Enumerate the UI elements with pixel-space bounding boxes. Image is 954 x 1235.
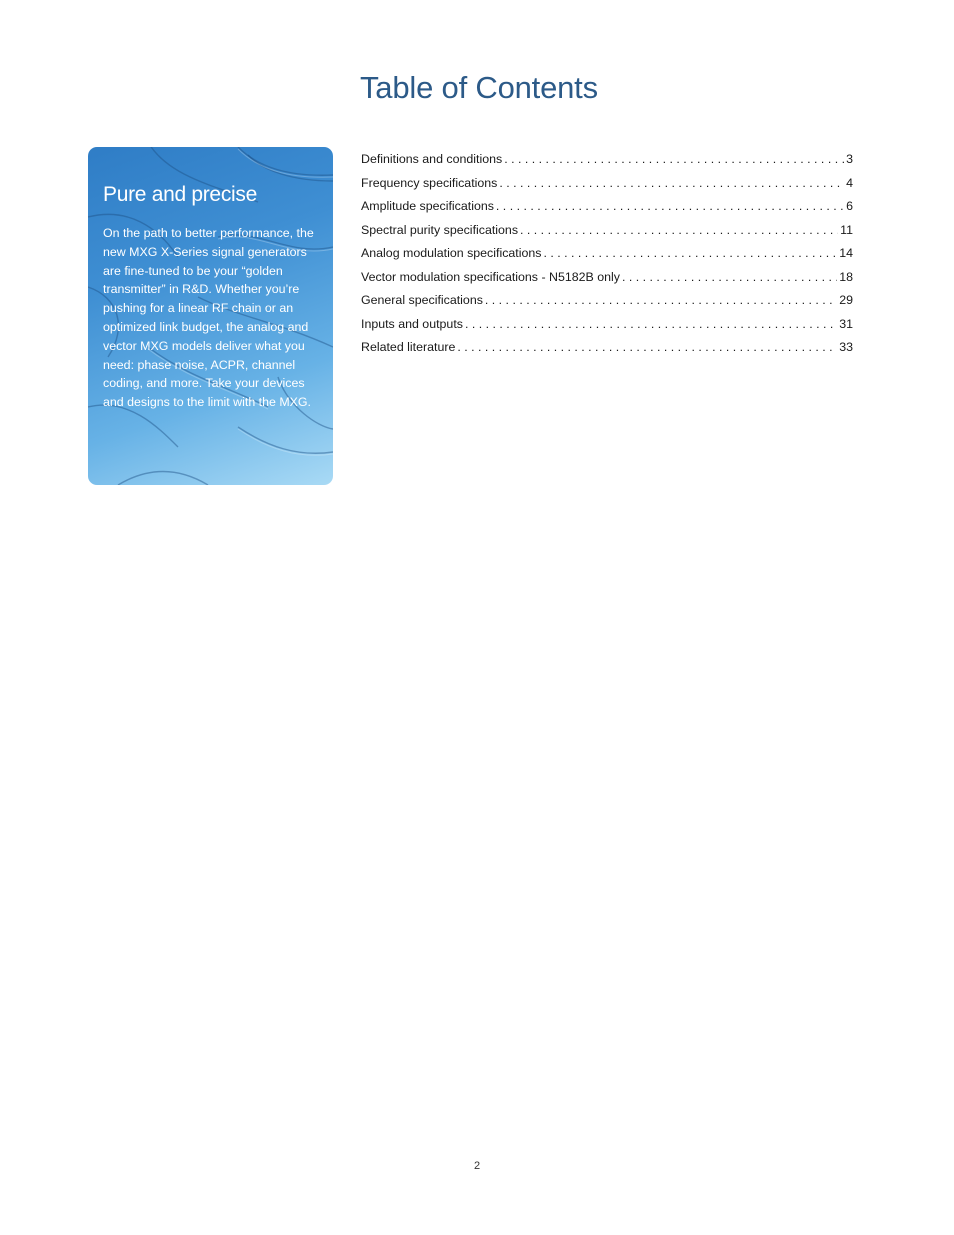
dot-leader <box>499 172 844 196</box>
toc-entry-page: 18 <box>839 269 853 284</box>
table-of-contents <box>361 148 853 360</box>
dot-leader <box>520 219 838 243</box>
toc-entry[interactable] <box>361 172 853 196</box>
toc-entry[interactable] <box>361 148 853 172</box>
toc-entry[interactable] <box>361 219 853 243</box>
toc-entry-page: 14 <box>839 246 853 260</box>
dot-leader <box>457 336 837 360</box>
toc-entry[interactable] <box>361 336 853 360</box>
toc-entry-label: Definitions and conditions <box>361 152 503 166</box>
toc-entry-page: 4 <box>846 175 853 190</box>
toc-entry-page: 11 <box>840 222 853 237</box>
sidebar-title: Pure and precise <box>103 183 257 206</box>
dot-leader <box>504 148 844 172</box>
toc-entry-label: Related literature <box>361 340 456 354</box>
toc-entry-label: General specifications <box>361 293 483 307</box>
toc-entry-label: Amplitude specifications <box>361 199 494 213</box>
toc-entry-page: 6 <box>846 199 853 213</box>
toc-entry-label: Spectral purity specifications <box>361 222 519 237</box>
toc-entry[interactable] <box>361 289 853 313</box>
toc-entry-label: Vector modulation specifications - N5182B only <box>361 269 620 284</box>
sidebar-body-text: On the path to better performance, the new MXG X-Series signal generators are fine-tuned to be your “golden transmitter” in R&D. Whether you’re pushing for a linear RF chain or an optimized link budget, the analog and vector MXG models deliver what you need: phase noise, ACPR, channel coding, and more. Take your devices and designs to the limit with the MXG. <box>103 226 314 410</box>
toc-entry-page: 29 <box>839 293 853 307</box>
dot-leader <box>465 313 837 337</box>
dot-leader <box>543 242 837 266</box>
toc-entry-page: 33 <box>839 340 853 354</box>
toc-entry[interactable] <box>361 313 853 337</box>
toc-entry[interactable] <box>361 266 853 290</box>
toc-entry-label: Inputs and outputs <box>361 316 463 331</box>
toc-entry-label: Analog modulation specifications <box>361 246 542 260</box>
dot-leader <box>622 266 837 290</box>
toc-entry[interactable] <box>361 242 853 266</box>
dot-leader <box>485 289 837 313</box>
page-title: Table of Contents <box>360 70 598 105</box>
toc-entry[interactable] <box>361 195 853 219</box>
dot-leader <box>496 195 844 219</box>
toc-entry-label: Frequency specifications <box>361 175 498 190</box>
toc-entry-page: 3 <box>846 152 853 166</box>
page-number: 2 <box>473 1160 481 1172</box>
sidebar-callout-panel <box>88 147 333 485</box>
toc-entry-page: 31 <box>839 316 853 331</box>
